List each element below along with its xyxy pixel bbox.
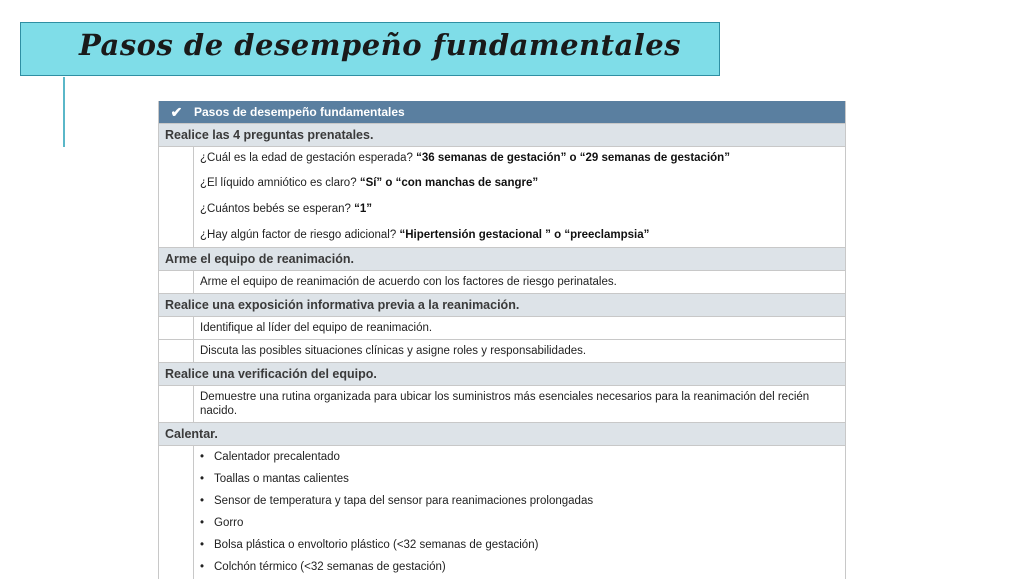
checkbox-cell[interactable] [159,147,194,169]
table-row [159,513,845,535]
table-row [159,195,845,221]
answer-text: “Sí” o “con manchas de sangre” [359,177,539,189]
table-row [159,535,845,557]
section-title: Realice una exposición informativa previa a la reanimación. [159,293,845,316]
steps-table [158,101,846,579]
row-text [194,169,845,195]
item-text: Calentador precalentado [214,451,340,463]
answer-text: “36 semanas de gestación” o “29 semanas de gestación” [416,152,730,164]
item-text: Sensor de temperatura y tapa del sensor para reanimaciones prolongadas [214,495,594,507]
row-text [194,491,845,513]
checkbox-cell[interactable] [159,469,194,491]
bullet-icon: • [200,451,205,463]
row-text [194,221,845,247]
checkbox-cell[interactable] [159,221,194,247]
item-text: Toallas o mantas calientes [214,473,349,485]
row-text [194,446,845,469]
table-header [159,101,845,123]
checkbox-cell[interactable] [159,386,194,422]
question-text: ¿Hay algún factor de riesgo adicional? [200,229,397,241]
row-text [194,147,845,169]
table-row [159,339,845,362]
table-row [159,385,845,422]
row-text: Arme el equipo de reanimación de acuerdo con los factores de riesgo perinatales. [200,276,617,288]
table-header-label: Pasos de desempeño fundamentales [194,105,405,119]
row-text [194,195,845,221]
checkbox-cell[interactable] [159,340,194,362]
checkbox-cell[interactable] [159,169,194,195]
table-row [159,445,845,469]
section-title: Realice las 4 preguntas prenatales. [159,123,845,146]
row-text [194,535,845,557]
question-text: ¿Cuál es la edad de gestación esperada? [200,152,413,164]
table-row [159,491,845,513]
row-text: Identifique al líder del equipo de reanimación. [200,322,433,334]
item-text: Bolsa plástica o envoltorio plástico (<32 semanas de gestación) [214,539,539,551]
checkbox-cell[interactable] [159,271,194,293]
bullet-icon: • [200,495,205,507]
question-text: ¿El líquido amniótico es claro? [200,177,357,189]
slide-title: Pasos de desempeño fundamentales [79,28,682,62]
table-row [159,316,845,339]
section-title: Calentar. [159,422,845,445]
item-text: Colchón térmico (<32 semanas de gestación) [214,561,446,573]
bullet-icon: • [200,473,205,485]
row-text [194,513,845,535]
section-title: Arme el equipo de reanimación. [159,247,845,270]
answer-text: “Hipertensión gestacional ” o “preeclampsia” [399,229,650,241]
table-row [159,146,845,169]
answer-text: “1” [354,203,372,215]
item-text: Gorro [214,517,244,529]
table-row [159,221,845,247]
bullet-icon: • [200,517,205,529]
row-text [194,469,845,491]
checkmark-icon: ✔ [170,103,183,120]
table-row [159,469,845,491]
row-text: Discuta las posibles situaciones clínicas y asigne roles y responsabilidades. [200,345,587,357]
table-row [159,270,845,293]
checkbox-cell[interactable] [159,535,194,557]
checkbox-cell[interactable] [159,195,194,221]
checkbox-cell[interactable] [159,491,194,513]
checkbox-cell[interactable] [159,513,194,535]
accent-line [63,77,65,147]
section-title: Realice una verificación del equipo. [159,362,845,385]
bullet-icon: • [200,561,205,573]
bullet-icon: • [200,539,205,551]
table-row [159,169,845,195]
checkbox-cell[interactable] [159,317,194,339]
question-text: ¿Cuántos bebés se esperan? [200,203,351,215]
slide-title-box [20,22,720,76]
row-text: Demuestre una rutina organizada para ubicar los suministros más esenciales necesarios para la reanimación del recién nacido. [200,391,810,417]
checkbox-cell[interactable] [159,446,194,469]
